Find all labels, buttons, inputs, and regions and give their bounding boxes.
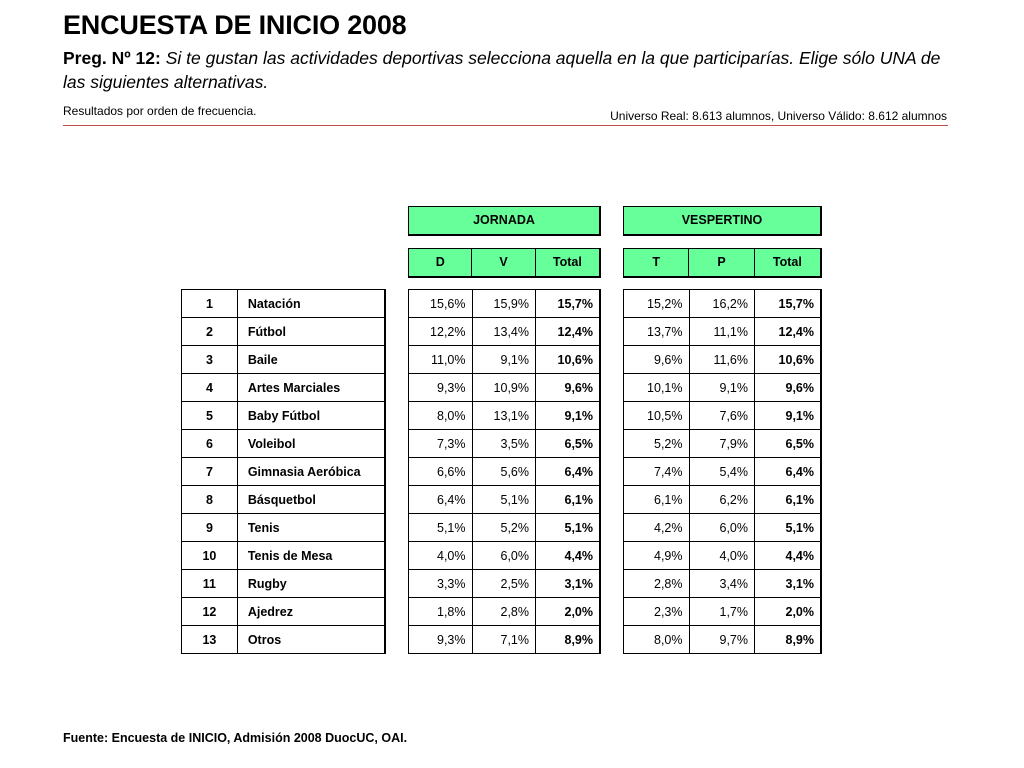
t-cell: 2,8% xyxy=(624,570,690,598)
table-row xyxy=(409,486,601,514)
jornada-group-header xyxy=(408,206,601,236)
sport-cell: Rugby xyxy=(237,570,385,598)
question xyxy=(63,46,963,94)
v-cell: 15,9% xyxy=(472,290,536,318)
sport-cell: Voleibol xyxy=(237,430,385,458)
t-cell: 13,7% xyxy=(624,318,690,346)
col-t: T xyxy=(624,249,689,277)
table-row xyxy=(624,570,822,598)
table-row xyxy=(624,402,822,430)
v-cell: 2,5% xyxy=(472,570,536,598)
p-cell: 7,9% xyxy=(689,430,755,458)
table-row xyxy=(409,318,601,346)
v-cell: 2,8% xyxy=(472,598,536,626)
jornada-total-cell: 5,1% xyxy=(536,514,601,542)
p-cell: 6,0% xyxy=(689,514,755,542)
sport-cell: Natación xyxy=(237,290,385,318)
rank-cell: 13 xyxy=(182,626,238,654)
t-cell: 4,2% xyxy=(624,514,690,542)
jornada-total-cell: 9,6% xyxy=(536,374,601,402)
col-p: P xyxy=(689,249,754,277)
table-row xyxy=(182,374,386,402)
p-cell: 3,4% xyxy=(689,570,755,598)
table-row xyxy=(182,290,386,318)
table-row xyxy=(624,430,822,458)
d-cell: 9,3% xyxy=(409,626,473,654)
col-vespertino-total: Total xyxy=(754,249,821,277)
table-row xyxy=(182,458,386,486)
p-cell: 9,7% xyxy=(689,626,755,654)
rank-cell: 6 xyxy=(182,430,238,458)
t-cell: 10,1% xyxy=(624,374,690,402)
t-cell: 10,5% xyxy=(624,402,690,430)
header-divider xyxy=(63,125,948,126)
jornada-column-headers xyxy=(408,248,601,278)
rank-cell: 11 xyxy=(182,570,238,598)
sport-cell: Artes Marciales xyxy=(237,374,385,402)
table-row xyxy=(624,598,822,626)
t-cell: 5,2% xyxy=(624,430,690,458)
vespertino-total-cell: 4,4% xyxy=(755,542,822,570)
table-row xyxy=(409,290,601,318)
p-cell: 6,2% xyxy=(689,486,755,514)
t-cell: 2,3% xyxy=(624,598,690,626)
table-row xyxy=(624,486,822,514)
vespertino-total-cell: 3,1% xyxy=(755,570,822,598)
vespertino-total-cell: 5,1% xyxy=(755,514,822,542)
t-cell: 6,1% xyxy=(624,486,690,514)
t-cell: 9,6% xyxy=(624,346,690,374)
d-cell: 15,6% xyxy=(409,290,473,318)
v-cell: 5,6% xyxy=(472,458,536,486)
table-row xyxy=(182,598,386,626)
vespertino-values-table xyxy=(623,289,822,654)
t-cell: 15,2% xyxy=(624,290,690,318)
p-cell: 9,1% xyxy=(689,374,755,402)
t-cell: 4,9% xyxy=(624,542,690,570)
vespertino-total-cell: 12,4% xyxy=(755,318,822,346)
table-row xyxy=(409,570,601,598)
p-cell: 11,1% xyxy=(689,318,755,346)
vespertino-total-cell: 8,9% xyxy=(755,626,822,654)
table-row xyxy=(182,430,386,458)
d-cell: 5,1% xyxy=(409,514,473,542)
table-row xyxy=(624,374,822,402)
table-row xyxy=(409,402,601,430)
jornada-total-cell: 15,7% xyxy=(536,290,601,318)
table-row xyxy=(409,458,601,486)
jornada-total-cell: 10,6% xyxy=(536,346,601,374)
p-cell: 4,0% xyxy=(689,542,755,570)
rank-cell: 9 xyxy=(182,514,238,542)
t-cell: 8,0% xyxy=(624,626,690,654)
d-cell: 11,0% xyxy=(409,346,473,374)
table-row xyxy=(182,486,386,514)
v-cell: 5,1% xyxy=(472,486,536,514)
col-jornada-total: Total xyxy=(535,249,600,277)
v-cell: 7,1% xyxy=(472,626,536,654)
table-row xyxy=(624,542,822,570)
sport-cell: Gimnasia Aeróbica xyxy=(237,458,385,486)
vespertino-total-cell: 6,1% xyxy=(755,486,822,514)
col-v: V xyxy=(472,249,535,277)
v-cell: 5,2% xyxy=(472,514,536,542)
table-row xyxy=(624,514,822,542)
jornada-total-cell: 8,9% xyxy=(536,626,601,654)
rank-cell: 1 xyxy=(182,290,238,318)
jornada-label: JORNADA xyxy=(409,207,601,235)
vespertino-total-cell: 6,5% xyxy=(755,430,822,458)
d-cell: 6,4% xyxy=(409,486,473,514)
p-cell: 5,4% xyxy=(689,458,755,486)
vespertino-total-cell: 10,6% xyxy=(755,346,822,374)
table-row xyxy=(624,318,822,346)
v-cell: 6,0% xyxy=(472,542,536,570)
rank-cell: 10 xyxy=(182,542,238,570)
results-note: Resultados por orden de frecuencia. xyxy=(63,104,257,118)
table-row xyxy=(624,290,822,318)
sport-cell: Tenis xyxy=(237,514,385,542)
sport-cell: Tenis de Mesa xyxy=(237,542,385,570)
d-cell: 1,8% xyxy=(409,598,473,626)
jornada-total-cell: 6,4% xyxy=(536,458,601,486)
table-row xyxy=(624,626,822,654)
d-cell: 3,3% xyxy=(409,570,473,598)
table-row xyxy=(409,374,601,402)
table-row xyxy=(182,402,386,430)
vespertino-label: VESPERTINO xyxy=(624,207,822,235)
sport-cell: Otros xyxy=(237,626,385,654)
table-row xyxy=(182,570,386,598)
vespertino-total-cell: 6,4% xyxy=(755,458,822,486)
table-row xyxy=(409,514,601,542)
rank-cell: 5 xyxy=(182,402,238,430)
table-row xyxy=(624,458,822,486)
d-cell: 7,3% xyxy=(409,430,473,458)
sport-cell: Baile xyxy=(237,346,385,374)
jornada-total-cell: 9,1% xyxy=(536,402,601,430)
rank-cell: 4 xyxy=(182,374,238,402)
t-cell: 7,4% xyxy=(624,458,690,486)
vespertino-group-header xyxy=(623,206,822,236)
table-row xyxy=(409,626,601,654)
table-row xyxy=(182,346,386,374)
jornada-total-cell: 6,1% xyxy=(536,486,601,514)
vespertino-column-headers xyxy=(623,248,822,278)
jornada-total-cell: 4,4% xyxy=(536,542,601,570)
v-cell: 10,9% xyxy=(472,374,536,402)
d-cell: 6,6% xyxy=(409,458,473,486)
jornada-values-table xyxy=(408,289,601,654)
d-cell: 9,3% xyxy=(409,374,473,402)
col-d: D xyxy=(409,249,472,277)
rank-cell: 8 xyxy=(182,486,238,514)
table-row xyxy=(409,346,601,374)
p-cell: 7,6% xyxy=(689,402,755,430)
table-row xyxy=(409,430,601,458)
jornada-total-cell: 3,1% xyxy=(536,570,601,598)
sports-ranking-table xyxy=(181,289,386,654)
table-row xyxy=(409,542,601,570)
p-cell: 1,7% xyxy=(689,598,755,626)
d-cell: 4,0% xyxy=(409,542,473,570)
table-row xyxy=(409,598,601,626)
table-row xyxy=(182,318,386,346)
vespertino-total-cell: 9,6% xyxy=(755,374,822,402)
question-text: Si te gustan las actividades deportivas selecciona aquella en la que participarías. Elige sólo UNA de las siguientes alternativas. xyxy=(63,48,941,92)
rank-cell: 7 xyxy=(182,458,238,486)
sport-cell: Baby Fútbol xyxy=(237,402,385,430)
rank-cell: 12 xyxy=(182,598,238,626)
universe-note: Universo Real: 8.613 alumnos, Universo Válido: 8.612 alumnos xyxy=(610,109,947,123)
vespertino-total-cell: 2,0% xyxy=(755,598,822,626)
table-row xyxy=(182,626,386,654)
d-cell: 12,2% xyxy=(409,318,473,346)
jornada-total-cell: 2,0% xyxy=(536,598,601,626)
p-cell: 11,6% xyxy=(689,346,755,374)
vespertino-total-cell: 9,1% xyxy=(755,402,822,430)
d-cell: 8,0% xyxy=(409,402,473,430)
jornada-total-cell: 12,4% xyxy=(536,318,601,346)
v-cell: 13,4% xyxy=(472,318,536,346)
v-cell: 3,5% xyxy=(472,430,536,458)
vespertino-total-cell: 15,7% xyxy=(755,290,822,318)
jornada-total-cell: 6,5% xyxy=(536,430,601,458)
sport-cell: Fútbol xyxy=(237,318,385,346)
question-label: Preg. Nº 12: xyxy=(63,48,161,68)
page-title: ENCUESTA DE INICIO 2008 xyxy=(63,10,407,40)
rank-cell: 3 xyxy=(182,346,238,374)
p-cell: 16,2% xyxy=(689,290,755,318)
v-cell: 9,1% xyxy=(472,346,536,374)
source-footer: Fuente: Encuesta de INICIO, Admisión 2008 DuocUC, OAI. xyxy=(63,731,408,745)
table-row xyxy=(182,514,386,542)
sport-cell: Básquetbol xyxy=(237,486,385,514)
rank-cell: 2 xyxy=(182,318,238,346)
v-cell: 13,1% xyxy=(472,402,536,430)
table-row xyxy=(624,346,822,374)
table-row xyxy=(182,542,386,570)
sport-cell: Ajedrez xyxy=(237,598,385,626)
